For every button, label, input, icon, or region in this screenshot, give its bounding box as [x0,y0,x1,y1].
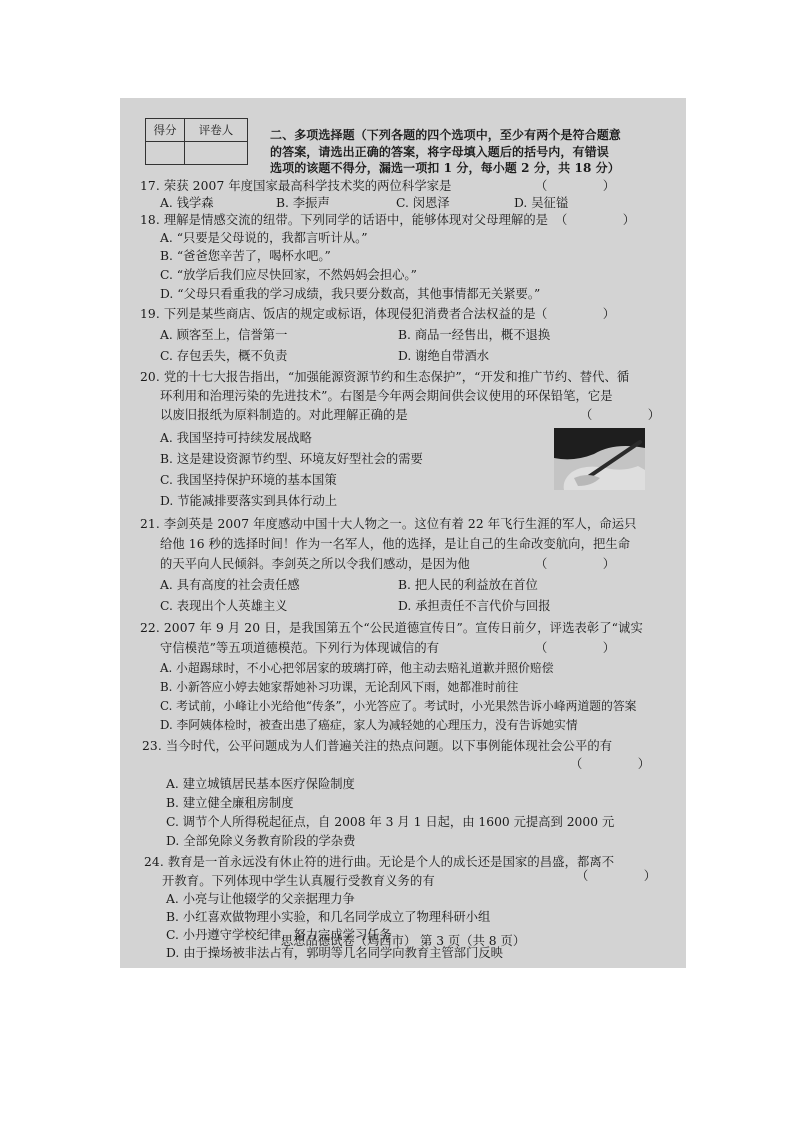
question-24-stem-line-1: 24. 教育是一首永远没有休止符的进行曲。无论是个人的成长还是国家的昌盛，都离不 [144,855,615,869]
paren-close: ） [602,641,615,655]
question-22-option-c: C. 考试前，小峰让小光给他“传条”，小光答应了。考试时，小光果然告诉小峰两道题的答案 [160,699,637,713]
question-23-option-a: A. 建立城镇居民基本医疗保险制度 [166,777,355,791]
paren-close: ） [622,213,635,227]
paren-open: （ [580,408,593,422]
question-21-option-a: A. 具有高度的社会责任感 [160,578,300,592]
question-19-stem: 19. 下列是某些商店、饭店的规定或标语，体现侵犯消费者合法权益的是 [140,307,536,321]
paren-close: ） [602,179,615,193]
question-24-option-a: A. 小亮与让他辍学的父亲据理力争 [166,892,355,906]
score-cell [146,142,185,165]
question-17-option-d: D. 吴征镒 [514,196,569,210]
question-24-option-b: B. 小红喜欢做物理小实验，和几名同学成立了物理科研小组 [166,910,491,924]
section-title-line-1: 二、多项选择题（下列各题的四个选项中，至少有两个是符合题意 [270,128,621,142]
question-18-option-c: C. “放学后我们应尽快回家，不然妈妈会担心。” [160,268,417,282]
question-21-stem-line-1: 21. 李剑英是 2007 年度感动中国十大人物之一。这位有着 22 年飞行生涯的军人，命运只 [140,517,637,531]
question-22-option-a: A. 小超踢球时，不小心把邻居家的玻璃打碎，他主动去赔礼道歉并照价赔偿 [160,661,554,675]
question-20-option-b: B. 这是建设资源节约型、环境友好型社会的需要 [160,452,423,466]
question-24-option-c: C. 小丹遵守学校纪律，努力完成学习任务 [166,928,392,942]
question-23-option-d: D. 全部免除义务教育阶段的学杂费 [166,834,356,848]
answer-blank-18 [555,212,635,228]
answer-blank-17 [535,178,615,194]
score-table [145,118,248,165]
question-18-option-d: D. “父母只看重我的学习成绩，我只要分数高，其他事情都无关紧要。” [160,287,541,301]
question-17-option-a: A. 钱学森 [160,196,214,210]
paren-open: （ [535,307,548,321]
answer-blank-20 [580,407,660,423]
question-22-stem-line-2: 守信模范”等五项道德模范。下列行为体现诚信的有 [160,641,440,655]
question-24-stem-line-2: 开教育。下列体现中学生认真履行受教育义务的有 [162,874,435,888]
question-22-option-d: D. 李阿姨体检时，被查出患了癌症，家人为减轻她的心理压力，没有告诉她实情 [160,718,578,732]
score-header: 得分 [146,119,185,142]
paren-open: （ [570,757,583,771]
eco-pencil-photo [554,428,645,490]
question-21-option-b: B. 把人民的利益放在首位 [398,578,538,592]
paren-open: （ [576,869,589,883]
answer-blank-24 [576,868,656,884]
paren-close: ） [647,408,660,422]
question-17-option-b: B. 李振声 [276,196,330,210]
question-21-stem-line-3: 的天平向人民倾斜。李剑英之所以令我们感动，是因为他 [160,557,470,571]
question-23-option-c: C. 调节个人所得税起征点，自 2008 年 3 月 1 日起，由 1600 元提高到 2000 元 [166,815,615,829]
eco-pencil-illustration [554,428,645,490]
question-18-option-b: B. “爸爸您辛苦了，喝杯水吧。” [160,249,331,263]
question-20-stem-line-2: 环利用和治理污染的先进技术”。右图是今年两会期间供会议使用的环保铅笔，它是 [160,389,613,403]
paren-close: ） [643,869,656,883]
question-19-option-b: B. 商品一经售出，概不退换 [398,328,551,342]
grader-header: 评卷人 [185,119,248,142]
paren-open: （ [535,179,548,193]
question-17-stem: 17. 荣获 2007 年度国家最高科学技术奖的两位科学家是 [140,179,452,193]
answer-blank-22 [535,640,615,656]
answer-blank-23 [570,756,650,772]
paren-close: ） [637,757,650,771]
question-18-stem: 18. 理解是情感交流的纽带。下列同学的话语中，能够体现对父母理解的是 [140,213,549,227]
question-23-option-b: B. 建立健全廉租房制度 [166,796,294,810]
question-18-option-a: A. “只要是父母说的，我都言听计从。” [160,231,368,245]
question-21-option-c: C. 表现出个人英雄主义 [160,599,288,613]
question-20-option-c: C. 我国坚持保护环境的基本国策 [160,473,337,487]
section-title-line-2: 的答案，请选出正确的答案，将字母填入题后的括号内，有错误 [270,145,609,159]
question-22-stem-line-1: 22. 2007 年 9 月 20 日，是我国第五个“公民道德宣传日”。宣传日前夕，评选表彰了“诚实 [140,621,643,635]
question-22-option-b: B. 小新答应小婷去她家帮她补习功课，无论刮风下雨，她都准时前往 [160,680,519,694]
question-24-option-d: D. 由于操场被非法占有，郭明等几名同学向教育主管部门反映 [166,946,503,960]
question-23-stem: 23. 当今时代，公平问题成为人们普遍关注的热点问题。以下事例能体现社会公平的有 [142,739,613,753]
question-21-stem-line-2: 给他 16 秒的选择时间！作为一名军人，他的选择，是让自己的生命改变航向，把生命 [160,537,631,551]
paren-close: ） [602,557,615,571]
paren-open: （ [555,213,568,227]
answer-blank-21 [535,556,615,572]
question-19-option-d: D. 谢绝自带酒水 [398,349,490,363]
question-17-option-c: C. 闵恩泽 [396,196,450,210]
paren-open: （ [535,641,548,655]
grader-cell [185,142,248,165]
question-20-option-d: D. 节能减排要落实到具体行动上 [160,494,338,508]
section-title-line-3: 选项的该题不得分，漏选一项扣 1 分，每小题 2 分，共 18 分） [270,161,620,175]
question-20-stem-line-1: 20. 党的十七大报告指出，“加强能源资源节约和生态保护”，“开发和推广节约、替代、循 [140,370,630,384]
question-19-option-a: A. 顾客至上，信誉第一 [160,328,288,342]
answer-blank-19 [535,306,615,322]
question-20-option-a: A. 我国坚持可持续发展战略 [160,431,312,445]
exam-sheet [120,98,686,968]
paren-close: ） [602,307,615,321]
question-20-stem-line-3: 以废旧报纸为原料制造的。对此理解正确的是 [160,408,408,422]
page-footer: 思想品德试卷（鸡西市） 第 3 页（共 8 页） [280,934,526,948]
question-19-option-c: C. 存包丢失，概不负责 [160,349,288,363]
paren-open: （ [535,557,548,571]
question-21-option-d: D. 承担责任不言代价与回报 [398,599,551,613]
